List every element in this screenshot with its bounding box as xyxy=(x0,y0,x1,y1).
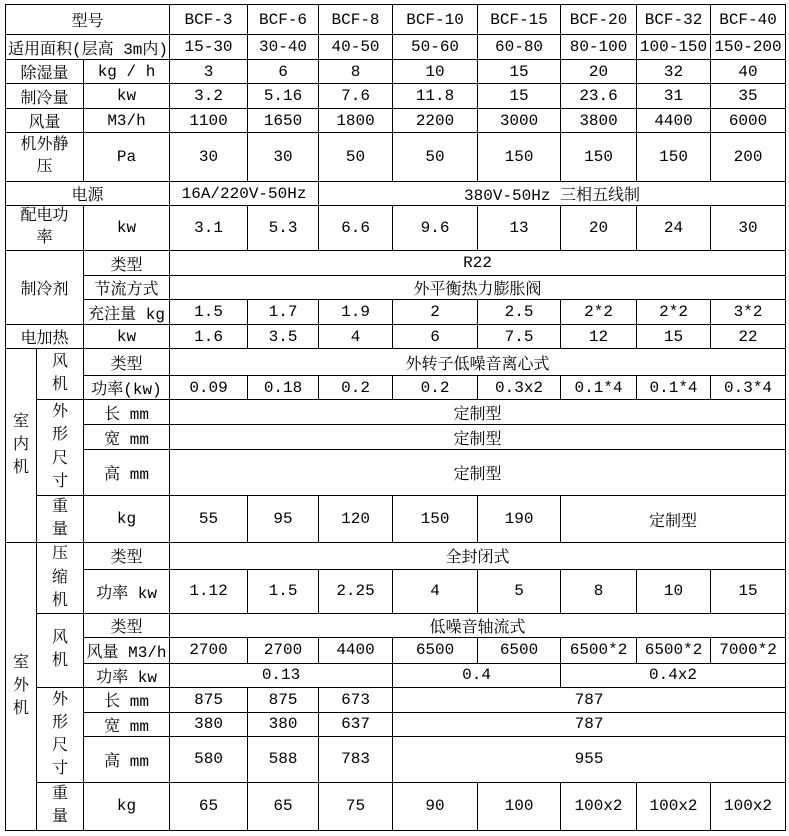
indoor-length-label: 长 mm xyxy=(84,400,170,425)
outdoor-dimensions-group-label xyxy=(37,687,84,782)
outdoor-compressor-type-label: 类型 xyxy=(84,543,170,569)
static-pressure-row-label xyxy=(6,133,84,182)
indoor-fan-group-label xyxy=(37,349,84,400)
electric-heater-value-cell: 3.5 xyxy=(248,325,319,349)
table-row xyxy=(6,712,786,736)
outdoor-fan-type-label: 类型 xyxy=(84,613,170,637)
outdoor-fan-airflow-value-cell: 2700 xyxy=(248,637,319,663)
outdoor-fan-airflow-value-cell: 4400 xyxy=(319,637,393,663)
outdoor-compressor-type-value: 全封闭式 xyxy=(170,543,786,569)
model-header-cell: BCF-6 xyxy=(248,5,319,35)
airflow-value-cell: 1800 xyxy=(319,109,393,133)
outdoor-length-value-cell: 875 xyxy=(248,687,319,712)
outdoor-compressor-power-value-cell: 15 xyxy=(711,569,786,613)
indoor-width-label: 宽 mm xyxy=(84,425,170,450)
distribution-power-value-cell: 24 xyxy=(637,206,711,251)
static-pressure-unit: Pa xyxy=(84,133,170,182)
airflow-value-cell: 6000 xyxy=(711,109,786,133)
outdoor-fan-airflow-value-cell: 6500 xyxy=(478,637,561,663)
table-row xyxy=(6,425,786,450)
distribution-power-unit: kw xyxy=(84,206,170,251)
outdoor-length-value-cell: 875 xyxy=(170,687,248,712)
area-value-cell: 30-40 xyxy=(248,35,319,60)
indoor-height-value: 定制型 xyxy=(170,450,786,496)
indoor-fan-label-text: 风机 xyxy=(51,352,68,394)
table-row xyxy=(6,5,786,35)
table-row xyxy=(6,687,786,712)
indoor-fan-power-value-cell: 0.3x2 xyxy=(478,376,561,400)
static-pressure-value-cell: 30 xyxy=(248,133,319,182)
outdoor-weight-value-cell: 75 xyxy=(319,782,393,830)
indoor-weight-label-text: 重量 xyxy=(51,498,68,540)
indoor-height-label: 高 mm xyxy=(84,450,170,496)
indoor-length-value: 定制型 xyxy=(170,400,786,425)
airflow-value-cell: 3000 xyxy=(478,109,561,133)
indoor-weight-merged-cell: 定制型 xyxy=(561,496,786,543)
model-header-cell: BCF-32 xyxy=(637,5,711,35)
area-value-cell: 150-200 xyxy=(711,35,786,60)
table-row xyxy=(6,60,786,84)
distribution-power-value-cell: 5.3 xyxy=(248,206,319,251)
electric-heater-value-cell: 6 xyxy=(393,325,478,349)
indoor-fan-power-value-cell: 0.3*4 xyxy=(711,376,786,400)
indoor-weight-group-label xyxy=(37,496,84,543)
table-row xyxy=(6,109,786,133)
outdoor-width-value-cell: 380 xyxy=(170,712,248,736)
dehumidification-value-cell: 32 xyxy=(637,60,711,84)
area-value-cell: 40-50 xyxy=(319,35,393,60)
refrigerant-charge-value-cell: 2*2 xyxy=(561,300,637,325)
outdoor-width-merged-cell: 787 xyxy=(393,712,786,736)
indoor-fan-power-value-cell: 0.2 xyxy=(393,376,478,400)
indoor-fan-power-value-cell: 0.1*4 xyxy=(561,376,637,400)
cooling-value-cell: 31 xyxy=(637,84,711,109)
power-supply-row-label: 电源 xyxy=(6,182,170,206)
outdoor-compressor-label-text: 压缩机 xyxy=(51,545,68,610)
outdoor-fan-airflow-value-cell: 6500*2 xyxy=(637,637,711,663)
outdoor-compressor-power-value-cell: 2.25 xyxy=(319,569,393,613)
refrigerant-charge-value-cell: 2*2 xyxy=(637,300,711,325)
distribution-power-value-cell: 30 xyxy=(711,206,786,251)
indoor-dimensions-label-text: 外形尺寸 xyxy=(51,403,68,491)
cooling-value-cell: 15 xyxy=(478,84,561,109)
refrigerant-charge-value-cell: 2.5 xyxy=(478,300,561,325)
spec-table xyxy=(5,4,786,831)
outdoor-weight-group-label xyxy=(37,782,84,830)
refrigerant-charge-value-cell: 3*2 xyxy=(711,300,786,325)
dehumidification-value-cell: 3 xyxy=(170,60,248,84)
indoor-weight-value-cell: 55 xyxy=(170,496,248,543)
outdoor-weight-value-cell: 100 xyxy=(478,782,561,830)
outdoor-compressor-power-label: 功率 kw xyxy=(84,569,170,613)
airflow-row-label: 风量 xyxy=(6,109,84,133)
outdoor-weight-value-cell: 65 xyxy=(170,782,248,830)
static-pressure-value-cell: 150 xyxy=(478,133,561,182)
distribution-power-value-cell: 3.1 xyxy=(170,206,248,251)
outdoor-height-value-cell: 580 xyxy=(170,736,248,782)
outdoor-width-label: 宽 mm xyxy=(84,712,170,736)
static-pressure-label-text: 机外静压 xyxy=(20,136,69,176)
dehumidification-value-cell: 20 xyxy=(561,60,637,84)
outdoor-fan-airflow-value-cell: 2700 xyxy=(170,637,248,663)
outdoor-fan-airflow-value-cell: 6500 xyxy=(393,637,478,663)
table-row xyxy=(6,182,786,206)
table-row xyxy=(6,613,786,637)
outdoor-weight-value-cell: 65 xyxy=(248,782,319,830)
indoor-fan-type-value: 外转子低噪音离心式 xyxy=(170,349,786,376)
cooling-value-cell: 5.16 xyxy=(248,84,319,109)
outdoor-dimensions-label-text: 外形尺寸 xyxy=(51,690,68,779)
cooling-row-label: 制冷量 xyxy=(6,84,84,109)
area-value-cell: 80-100 xyxy=(561,35,637,60)
cooling-value-cell: 7.6 xyxy=(319,84,393,109)
refrigerant-charge-value-cell: 1.9 xyxy=(319,300,393,325)
outdoor-length-value-cell: 673 xyxy=(319,687,393,712)
refrigerant-charge-label: 充注量 kg xyxy=(84,300,170,325)
outdoor-fan-label-text: 风机 xyxy=(51,629,68,671)
model-header-cell: BCF-15 xyxy=(478,5,561,35)
refrigerant-charge-value-cell: 2 xyxy=(393,300,478,325)
outdoor-fan-power-merged-cell: 0.4 xyxy=(393,663,561,687)
table-row xyxy=(6,35,786,60)
indoor-weight-value-cell: 150 xyxy=(393,496,478,543)
outdoor-compressor-power-value-cell: 5 xyxy=(478,569,561,613)
indoor-weight-unit: kg xyxy=(84,496,170,543)
cooling-value-cell: 35 xyxy=(711,84,786,109)
outdoor-compressor-group-label xyxy=(37,543,84,614)
table-row xyxy=(6,543,786,569)
static-pressure-value-cell: 30 xyxy=(170,133,248,182)
area-value-cell: 15-30 xyxy=(170,35,248,60)
static-pressure-value-cell: 200 xyxy=(711,133,786,182)
electric-heater-value-cell: 1.6 xyxy=(170,325,248,349)
outdoor-fan-airflow-value-cell: 7000*2 xyxy=(711,637,786,663)
indoor-fan-power-value-cell: 0.09 xyxy=(170,376,248,400)
outdoor-weight-label-text: 重量 xyxy=(51,785,68,827)
outdoor-width-value-cell: 380 xyxy=(248,712,319,736)
indoor-fan-power-label: 功率(kw) xyxy=(84,376,170,400)
indoor-weight-value-cell: 120 xyxy=(319,496,393,543)
refrigerant-throttle-label: 节流方式 xyxy=(84,276,170,300)
indoor-fan-power-value-cell: 0.2 xyxy=(319,376,393,400)
airflow-value-cell: 3800 xyxy=(561,109,637,133)
refrigerant-row-label: 制冷剂 xyxy=(6,251,84,325)
refrigerant-type-label: 类型 xyxy=(84,251,170,276)
airflow-value-cell: 1650 xyxy=(248,109,319,133)
airflow-value-cell: 1100 xyxy=(170,109,248,133)
outdoor-compressor-power-value-cell: 8 xyxy=(561,569,637,613)
table-row xyxy=(6,206,786,251)
area-value-cell: 50-60 xyxy=(393,35,478,60)
outdoor-compressor-power-value-cell: 1.12 xyxy=(170,569,248,613)
table-row xyxy=(6,276,786,300)
cooling-value-cell: 23.6 xyxy=(561,84,637,109)
outdoor-weight-value-cell: 100x2 xyxy=(711,782,786,830)
indoor-unit-label-text: 室内机 xyxy=(12,412,29,478)
table-row xyxy=(6,782,786,830)
distribution-power-value-cell: 6.6 xyxy=(319,206,393,251)
distribution-power-value-cell: 9.6 xyxy=(393,206,478,251)
dehumidification-value-cell: 15 xyxy=(478,60,561,84)
outdoor-height-value-cell: 588 xyxy=(248,736,319,782)
power-supply-left-cell: 16A/220V-50Hz xyxy=(170,182,319,206)
outdoor-fan-power-merged-cell: 0.13 xyxy=(170,663,393,687)
table-row xyxy=(6,376,786,400)
indoor-unit-section-label xyxy=(6,349,37,543)
dehumidification-row-label: 除湿量 xyxy=(6,60,84,84)
electric-heater-value-cell: 4 xyxy=(319,325,393,349)
outdoor-unit-label-text: 室外机 xyxy=(12,653,29,719)
airflow-value-cell: 4400 xyxy=(637,109,711,133)
outdoor-height-label: 高 mm xyxy=(84,736,170,782)
area-value-cell: 60-80 xyxy=(478,35,561,60)
distribution-power-value-cell: 20 xyxy=(561,206,637,251)
model-header-cell: BCF-8 xyxy=(319,5,393,35)
power-supply-right-cell: 380V-50Hz 三相五线制 xyxy=(319,182,786,206)
outdoor-compressor-power-value-cell: 4 xyxy=(393,569,478,613)
refrigerant-charge-value-cell: 1.7 xyxy=(248,300,319,325)
outdoor-unit-section-label xyxy=(6,543,37,831)
distribution-power-value-cell: 13 xyxy=(478,206,561,251)
table-row xyxy=(6,133,786,182)
cooling-unit: kw xyxy=(84,84,170,109)
refrigerant-throttle-value: 外平衡热力膨胀阀 xyxy=(170,276,786,300)
electric-heater-value-cell: 7.5 xyxy=(478,325,561,349)
indoor-dimensions-group-label xyxy=(37,400,84,496)
table-row xyxy=(6,450,786,496)
outdoor-width-value-cell: 637 xyxy=(319,712,393,736)
outdoor-fan-power-label: 功率 kw xyxy=(84,663,170,687)
model-header-cell: BCF-10 xyxy=(393,5,478,35)
indoor-fan-type-label: 类型 xyxy=(84,349,170,376)
static-pressure-value-cell: 50 xyxy=(319,133,393,182)
outdoor-compressor-power-value-cell: 1.5 xyxy=(248,569,319,613)
cooling-value-cell: 3.2 xyxy=(170,84,248,109)
indoor-fan-power-value-cell: 0.1*4 xyxy=(637,376,711,400)
outdoor-fan-power-merged-cell: 0.4x2 xyxy=(561,663,786,687)
table-row xyxy=(6,300,786,325)
table-row xyxy=(6,251,786,276)
indoor-weight-value-cell: 95 xyxy=(248,496,319,543)
table-row xyxy=(6,400,786,425)
table-row xyxy=(6,325,786,349)
table-row xyxy=(6,84,786,109)
model-row-label: 型号 xyxy=(6,5,170,35)
table-row xyxy=(6,637,786,663)
table-row xyxy=(6,349,786,376)
airflow-unit: M3/h xyxy=(84,109,170,133)
outdoor-fan-type-value: 低噪音轴流式 xyxy=(170,613,786,637)
outdoor-weight-unit: kg xyxy=(84,782,170,830)
dehumidification-value-cell: 40 xyxy=(711,60,786,84)
model-header-cell: BCF-40 xyxy=(711,5,786,35)
outdoor-length-label: 长 mm xyxy=(84,687,170,712)
model-header-cell: BCF-20 xyxy=(561,5,637,35)
table-row xyxy=(6,663,786,687)
distribution-power-label-text: 配电功率 xyxy=(20,207,69,247)
outdoor-compressor-power-value-cell: 10 xyxy=(637,569,711,613)
static-pressure-value-cell: 150 xyxy=(637,133,711,182)
refrigerant-charge-value-cell: 1.5 xyxy=(170,300,248,325)
dehumidification-unit: kg / h xyxy=(84,60,170,84)
indoor-width-value: 定制型 xyxy=(170,425,786,450)
dehumidification-value-cell: 6 xyxy=(248,60,319,84)
cooling-value-cell: 11.8 xyxy=(393,84,478,109)
electric-heater-value-cell: 22 xyxy=(711,325,786,349)
electric-heater-value-cell: 12 xyxy=(561,325,637,349)
area-row-label: 适用面积(层高 3m内) xyxy=(6,35,170,60)
model-header-cell: BCF-3 xyxy=(170,5,248,35)
distribution-power-row-label xyxy=(6,206,84,251)
electric-heater-row-label: 电加热 xyxy=(6,325,84,349)
outdoor-length-merged-cell: 787 xyxy=(393,687,786,712)
electric-heater-value-cell: 15 xyxy=(637,325,711,349)
area-value-cell: 100-150 xyxy=(637,35,711,60)
outdoor-height-merged-cell: 955 xyxy=(393,736,786,782)
dehumidification-value-cell: 8 xyxy=(319,60,393,84)
outdoor-weight-value-cell: 90 xyxy=(393,782,478,830)
static-pressure-value-cell: 150 xyxy=(561,133,637,182)
outdoor-fan-airflow-label: 风量 M3/h xyxy=(84,637,170,663)
outdoor-fan-airflow-value-cell: 6500*2 xyxy=(561,637,637,663)
table-row xyxy=(6,569,786,613)
refrigerant-type-value: R22 xyxy=(170,251,786,276)
outdoor-weight-value-cell: 100x2 xyxy=(637,782,711,830)
outdoor-weight-value-cell: 100x2 xyxy=(561,782,637,830)
indoor-weight-value-cell: 190 xyxy=(478,496,561,543)
table-row xyxy=(6,736,786,782)
electric-heater-unit: kw xyxy=(84,325,170,349)
table-row xyxy=(6,496,786,543)
dehumidification-value-cell: 10 xyxy=(393,60,478,84)
outdoor-fan-group-label xyxy=(37,613,84,687)
indoor-fan-power-value-cell: 0.18 xyxy=(248,376,319,400)
airflow-value-cell: 2200 xyxy=(393,109,478,133)
static-pressure-value-cell: 50 xyxy=(393,133,478,182)
outdoor-height-value-cell: 783 xyxy=(319,736,393,782)
